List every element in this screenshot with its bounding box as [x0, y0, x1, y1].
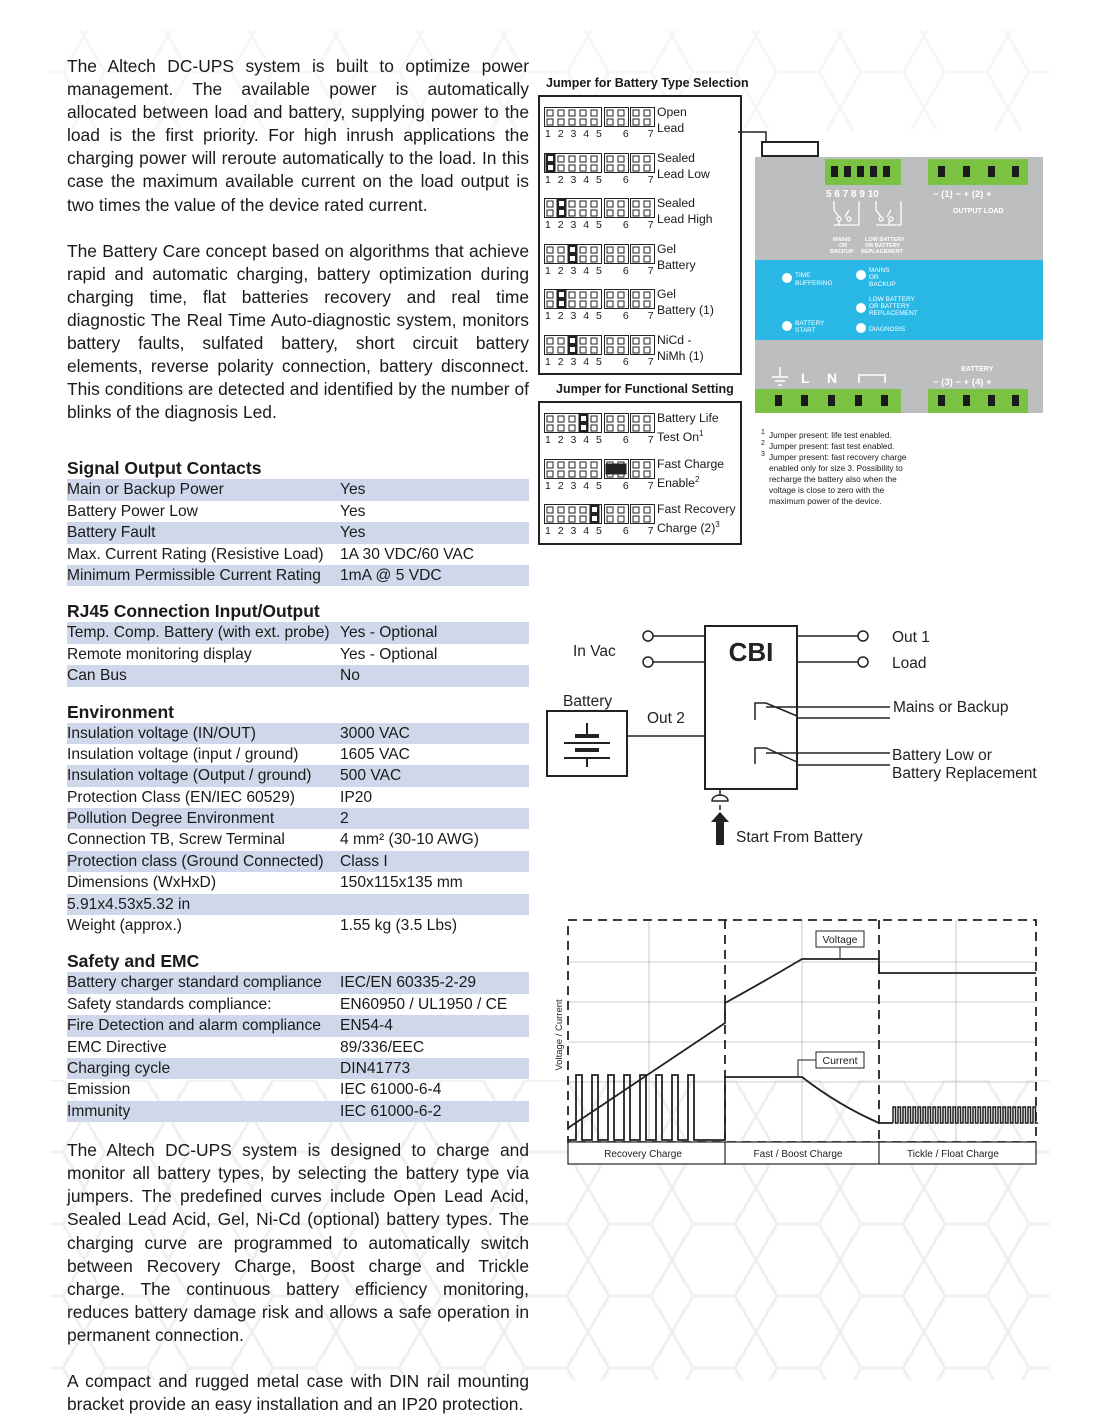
battery-jumper-title: Jumper for Battery Type Selection — [546, 76, 749, 90]
section-title: Environment — [67, 701, 174, 722]
start-from-battery-label: Start From Battery — [736, 829, 863, 846]
spec-row — [67, 829, 529, 850]
spec-key: Main or Backup Power — [67, 481, 224, 499]
svg-text:BATTERY: BATTERY — [795, 320, 825, 327]
outro-paragraph-2: A compact and rugged metal case with DIN rail mounting bracket provide an easy installation and an IP20 protection. — [67, 1371, 529, 1415]
spec-value: 3000 VAC — [340, 724, 410, 742]
pin-numbers: 1 2 3 4 5 6 7 — [545, 356, 654, 368]
battery-jumper-box — [538, 95, 742, 375]
jumper-connector — [738, 120, 828, 160]
spec-row — [67, 972, 529, 993]
battery-terminal-label: BATTERY — [961, 366, 994, 373]
spec-key: Insulation voltage (input / ground) — [67, 745, 299, 763]
svg-text:START: START — [795, 327, 816, 334]
spec-key: Charging cycle — [67, 1060, 171, 1077]
intro-paragraph-2: The Battery Care concept based on algorithms that achieve rapid and automatic charging, battery optimization during charging time, flat batteries recovery and real time diagnostic The Real Time Auto-diagnostic system, monitors battery faults, sulfated battery, short circuit battery elements, reverse polarity connection, battery disconnect. This conditions are detected and identified by the number of blinks of the diagnosis Led. — [67, 240, 529, 423]
led-mains — [856, 270, 866, 280]
jumper-pins — [544, 244, 656, 264]
jumper-label: Gel Battery (1) — [657, 287, 714, 318]
jumper-label: Open Lead — [657, 105, 687, 135]
led-diagnosis — [856, 323, 866, 333]
spec-value — [340, 894, 529, 915]
float-ripple — [893, 1107, 1038, 1123]
l-label: L — [801, 370, 810, 386]
spec-key: Max. Current Rating (Resistive Load) — [67, 545, 324, 563]
pin-numbers: 1 2 3 4 5 6 7 — [545, 434, 654, 446]
spec-key: Insulation voltage (IN/OUT) — [67, 724, 256, 742]
spec-section-rj45 — [67, 600, 529, 686]
jumper-row — [540, 234, 740, 279]
spec-key: Battery charger standard compliance — [67, 974, 322, 992]
phase-float: Tickle / Float Charge — [907, 1149, 999, 1160]
mains-backup-relay-label: MAINS — [833, 237, 851, 243]
spec-value: 4 mm² (30-10 AWG) — [340, 831, 479, 849]
svg-text:REPLACEMENT: REPLACEMENT — [861, 249, 903, 255]
cbi-block-diagram — [540, 615, 1060, 855]
intro-paragraph-1: The Altech DC-UPS system is built to optimize power management. The available power is automatically allocated between load and battery, supplying power to the load is the first priority. For high inrush applications the charging power will reroute automatically to the load. In this case the maximum available current on the load output is two times the value of the device rated current. — [67, 56, 529, 215]
jumper-row — [540, 403, 740, 448]
spec-key: Protection class (Ground Connected) — [67, 852, 324, 870]
jumper-row — [540, 143, 740, 188]
jumper-pins — [544, 459, 656, 479]
svg-text:DIAGNOSIS: DIAGNOSIS — [869, 326, 906, 333]
spec-row — [67, 565, 529, 586]
svg-text:OR: OR — [839, 243, 848, 249]
spec-row — [67, 872, 529, 893]
jumper-label: Sealed Lead Low — [657, 150, 710, 181]
voltage-callout: Voltage — [822, 934, 858, 946]
spec-section-signal — [67, 457, 529, 586]
battery-low-label: Battery Low or — [892, 747, 992, 764]
section-title: Safety and EMC — [67, 951, 200, 972]
jumper-pins — [544, 153, 656, 173]
spec-row — [67, 544, 529, 565]
spec-row — [67, 994, 529, 1015]
spec-value: No — [340, 667, 360, 685]
spec-row — [67, 915, 529, 936]
outro-paragraph-1: The Altech DC-UPS system is designed to charge and monitor all battery types, by selecting the battery type via jumpers. The predefined curves include Open Lead Acid, Sealed Lead Acid, Gel, Ni-Cd (optional) battery types. The charging curve are programmed to automatically switch between Recovery Charge, Boost charge and Trickle charge. The continuous battery efficiency monitoring, reduces battery damage risk and allows a safe operation in permanent connection. — [67, 1140, 529, 1345]
jumper-label: Fast Recovery Charge $(2)^3$ — [657, 502, 736, 536]
spec-value: IEC 61000-6-4 — [340, 1081, 442, 1099]
spec-section-safety — [67, 950, 529, 1122]
spec-value: 1.55 kg (3.5 Lbs) — [340, 917, 458, 935]
footnote-1: 1 Jumper present: life test enabled. — [761, 429, 892, 440]
svg-text:OR BATTERY: OR BATTERY — [865, 243, 901, 249]
jumper-pins — [544, 198, 656, 218]
functional-jumper-box — [538, 401, 742, 545]
spec-key: Pollution Degree Environment — [67, 810, 275, 828]
svg-text:TIME: TIME — [795, 272, 811, 279]
svg-text:BACKUP: BACKUP — [830, 249, 854, 255]
load-label: Load — [892, 655, 927, 672]
up-arrow-icon — [711, 812, 729, 845]
pin-numbers: 1 2 3 4 5 6 7 — [545, 264, 654, 277]
spec-row — [67, 765, 529, 786]
spec-value: 1A 30 VDC/60 VAC — [340, 545, 475, 563]
spec-row — [67, 501, 529, 522]
in-vac-label: In Vac — [573, 643, 616, 660]
jumper-label: Sealed Lead High — [657, 196, 713, 227]
jumper-pins — [544, 413, 656, 433]
out1-label: Out 1 — [892, 629, 930, 646]
battery-terminal-signs: − (3) − + (4) + — [933, 377, 992, 388]
spec-key: Dimensions (WxHxD) — [67, 874, 217, 892]
spec-value: 1mA @ 5 VDC — [340, 566, 442, 584]
spec-key: Fire Detection and alarm compliance — [67, 1017, 321, 1035]
current-curve — [568, 1075, 893, 1140]
spec-key: Emission — [67, 1081, 131, 1099]
footnote-2: 2 Jumper present: fast test enabled. — [761, 440, 895, 451]
jumper-pins — [544, 335, 656, 355]
pin-numbers: 1 2 3 4 5 6 7 — [545, 128, 654, 140]
svg-text:OR: OR — [869, 274, 879, 281]
spec-value: EN60950 / UL1950 / CE — [340, 995, 508, 1013]
phase-recovery: Recovery Charge — [604, 1149, 682, 1160]
jumper-label: Battery Life Test On$^1$ — [657, 411, 719, 445]
pin-numbers: 1 2 3 4 5 6 7 — [545, 310, 654, 323]
out2-label: Out 2 — [647, 710, 685, 727]
svg-text:REPLACEMENT: REPLACEMENT — [869, 310, 918, 317]
spec-row — [67, 665, 529, 686]
mains-backup-label: Mains or Backup — [893, 699, 1009, 716]
spec-value: EN54-4 — [340, 1017, 393, 1035]
output-terminal-labels: − (1) − + (2) + — [933, 189, 992, 200]
spec-key: Can Bus — [67, 667, 127, 685]
led-low-battery — [856, 303, 866, 313]
spec-value: Yes — [340, 524, 366, 542]
spec-value: Yes — [340, 481, 366, 499]
spec-value: Yes - Optional — [340, 645, 438, 663]
spec-value: 500 VAC — [340, 767, 402, 785]
top-terminal-numbers: 5 6 7 8 9 10 — [826, 189, 879, 200]
led-battery-start — [782, 321, 792, 331]
current-callout: Current — [822, 1055, 858, 1067]
spec-row — [67, 1037, 529, 1058]
spec-row — [67, 808, 529, 829]
spec-row — [67, 787, 529, 808]
jumper-row — [540, 494, 740, 539]
spec-value: IEC 61000-6-2 — [340, 1102, 442, 1120]
cbi-title: CBI — [728, 637, 774, 667]
pin-numbers: 1 2 3 4 5 6 7 — [545, 173, 654, 186]
spec-row — [67, 522, 529, 543]
spec-value: Class I — [340, 852, 388, 870]
spec-row — [67, 744, 529, 765]
spec-value: IP20 — [340, 788, 373, 806]
spec-row — [67, 894, 529, 915]
svg-text:BUFFERING: BUFFERING — [795, 280, 833, 287]
spec-key: Immunity — [67, 1102, 131, 1120]
jumper-label: Gel Battery — [657, 241, 696, 272]
spec-key: Battery Fault — [67, 524, 156, 542]
pin-numbers: 1 2 3 4 5 6 7 — [545, 525, 654, 538]
spec-key: Insulation voltage (Output / ground) — [67, 767, 312, 785]
jumper-row — [540, 97, 740, 142]
spec-key: Connection TB, Screw Terminal — [67, 831, 285, 849]
functional-jumper-title: Jumper for Functional Setting — [556, 382, 734, 396]
spec-value: DIN41773 — [340, 1060, 411, 1077]
spec-row — [67, 1015, 529, 1036]
spec-row — [67, 479, 529, 500]
pin-numbers: 1 2 3 4 5 6 7 — [545, 219, 654, 232]
svg-text:MAINS: MAINS — [869, 267, 890, 274]
footnote-3: 3 Jumper present: fast recovery charge enabled only for size 3. Possibility to recharge the battery also when the voltage is close to zero with the maximum power of the device. — [761, 451, 907, 506]
y-axis-label: Voltage / Current — [554, 999, 565, 1071]
output-load-label: OUTPUT LOAD — [953, 208, 1004, 215]
battery-replacement-label: Battery Replacement — [892, 765, 1037, 782]
spec-key: Protection Class (EN/IEC 60529) — [67, 788, 295, 806]
spec-value: 2 — [340, 810, 349, 828]
spec-row — [67, 1101, 529, 1122]
spec-value: Yes — [340, 502, 366, 520]
device-front-panel — [755, 155, 1043, 413]
jumper-pins — [544, 107, 656, 127]
low-battery-relay-label: LOW BATTERY — [865, 237, 905, 243]
spec-row — [67, 622, 529, 643]
spec-value: IEC/EN 60335-2-29 — [340, 974, 477, 992]
jumper-pins — [544, 504, 656, 524]
svg-text:LOW BATTERY: LOW BATTERY — [869, 296, 915, 303]
spec-key: Temp. Comp. Battery (with ext. probe) — [67, 624, 330, 642]
left-column — [67, 55, 529, 1416]
spec-value: 89/336/EEC — [340, 1038, 425, 1056]
spec-key: Weight (approx.) — [67, 917, 182, 935]
spec-row — [67, 644, 529, 665]
spec-key: 5.91x4.53x5.32 in — [67, 895, 191, 913]
jumper-row — [540, 325, 740, 370]
spec-row — [67, 851, 529, 872]
svg-text:OR BATTERY: OR BATTERY — [869, 303, 910, 310]
spec-value: Yes - Optional — [340, 624, 438, 642]
jumper-footnotes — [761, 430, 921, 507]
spec-key: EMC Directive — [67, 1038, 167, 1056]
spec-value: 150x115x135 mm — [340, 874, 463, 892]
spec-row — [67, 723, 529, 744]
section-title: Signal Output Contacts — [67, 458, 262, 479]
spec-row — [67, 1079, 529, 1100]
svg-text:BACKUP: BACKUP — [869, 281, 896, 288]
jumper-pins — [544, 289, 656, 309]
phase-boost: Fast / Boost Charge — [753, 1149, 843, 1160]
charging-curve-chart — [548, 915, 1043, 1165]
jumper-row — [540, 279, 740, 324]
n-label: N — [827, 370, 838, 386]
led-time-buffering — [782, 273, 792, 283]
spec-value: 1605 VAC — [340, 745, 410, 763]
battery-label: Battery — [563, 693, 613, 710]
pin-numbers: 1 2 3 4 5 6 7 — [545, 479, 654, 492]
spec-section-environment — [67, 701, 529, 937]
spec-key: Remote monitoring display — [67, 645, 252, 663]
spec-key: Battery Power Low — [67, 502, 198, 520]
jumper-row — [540, 188, 740, 233]
section-title: RJ45 Connection Input/Output — [67, 601, 320, 622]
spec-key: Safety standards compliance: — [67, 995, 272, 1013]
jumper-row — [540, 449, 740, 494]
spec-key: Minimum Permissible Current Rating — [67, 566, 321, 584]
spec-row — [67, 1058, 529, 1079]
jumper-label: Fast Charge Enable$^2$ — [657, 456, 725, 490]
jumper-label: NiCd - NiMh (1) — [657, 333, 704, 363]
